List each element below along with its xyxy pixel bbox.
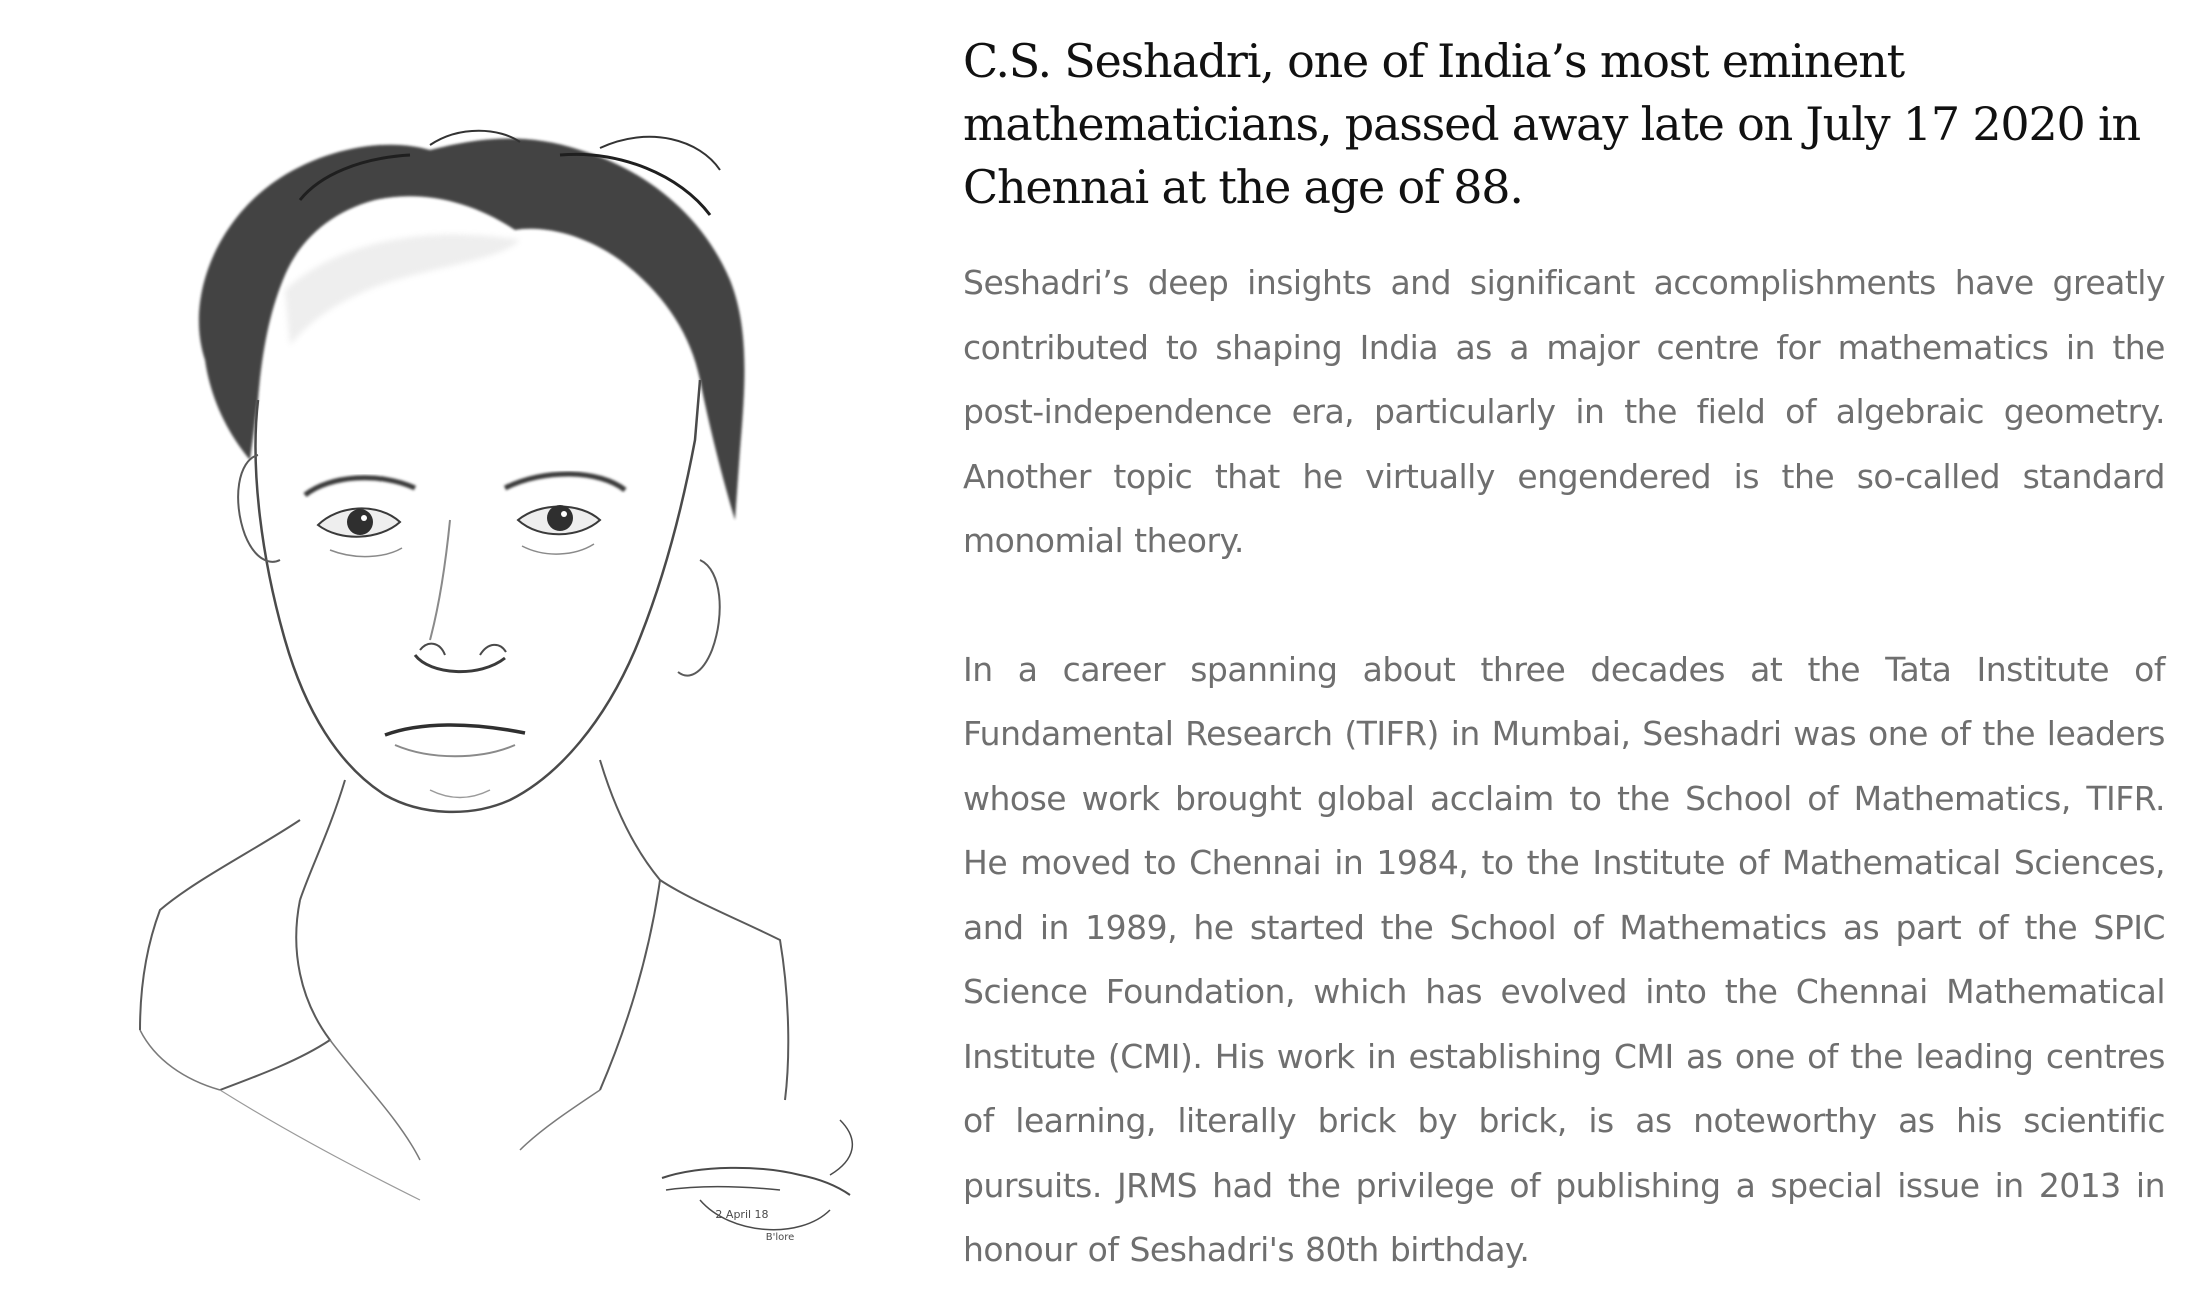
article-text — [963, 30, 2165, 1283]
neck-collar — [140, 760, 788, 1200]
mouth — [385, 725, 525, 798]
article-headline: C.S. Seshadri, one of India’s most eminent mathematicians, passed away late on July 17 2020 in Chennai at the age of 88. — [963, 34, 2140, 214]
article-paragraph-2: In a career spanning about three decades at the Tata Institute of Fundamental Research (TIFR) in Mumbai, Seshadri was one of the leaders whose work brought global acclaim to the School of Mathematics, TIFR. He moved to Chennai in 1984, to the Institute of Mathematical Sciences, and in 1989, he started the School of Mathematics as part of the SPIC Science Foundation, which has evolved into the Chennai Mathematical Institute (CMI). His work in establishing CMI as one of the leading centres of learning, literally brick by brick, is as noteworthy as his scientific pursuits. JRMS had the privilege of publishing a special issue in 2013 in honour of Seshadri's 80th birthday. — [963, 649, 2165, 1269]
signature — [662, 1120, 852, 1243]
nose — [415, 520, 506, 672]
article-paragraph-1: Seshadri’s deep insights and significant accomplishments have greatly contributed to shaping India as a major centre for mathematics in the post-independence era, particularly in the field of algebraic geometry. Another topic that he virtually engendered is the so-called standard monomial theory. — [963, 263, 2165, 560]
hair-shape — [199, 131, 745, 520]
portrait-drawing — [0, 0, 940, 1314]
portrait-sketch — [0, 0, 940, 1314]
signature-place: B'lore — [765, 1232, 795, 1243]
signature-date: 2 April 18 — [715, 1208, 769, 1221]
eyes — [305, 474, 625, 557]
